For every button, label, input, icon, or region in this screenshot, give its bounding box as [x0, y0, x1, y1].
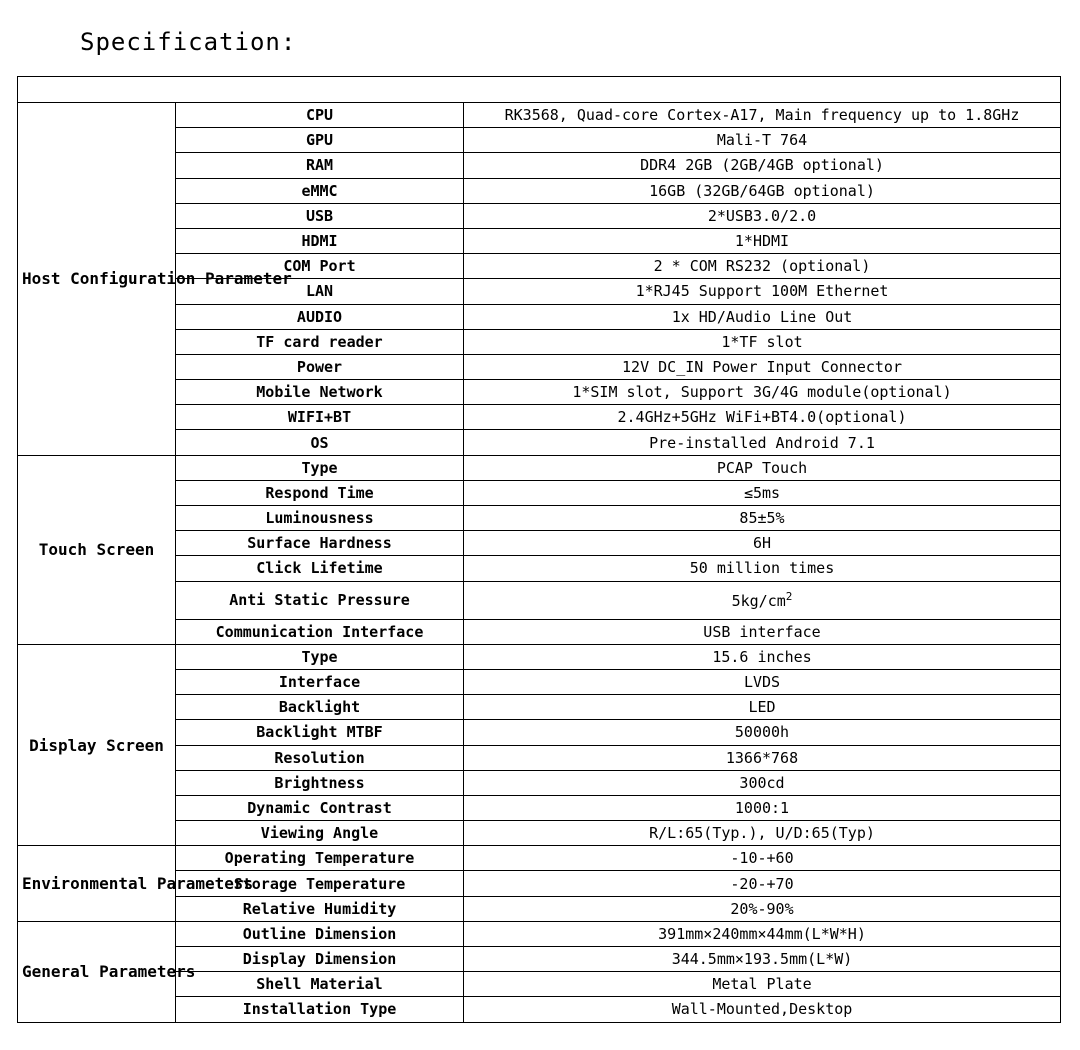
param-label: GPU — [176, 128, 464, 153]
param-value: RK3568, Quad-core Cortex-A17, Main frequency up to 1.8GHz — [464, 103, 1061, 128]
param-label: Brightness — [176, 770, 464, 795]
param-value: Metal Plate — [464, 972, 1061, 997]
param-value: LED — [464, 695, 1061, 720]
param-value: Pre-installed Android 7.1 — [464, 430, 1061, 455]
param-label: CPU — [176, 103, 464, 128]
param-value-text: 5kg/cm — [731, 592, 786, 611]
param-value: 1*TF slot — [464, 329, 1061, 354]
param-label: Interface — [176, 669, 464, 694]
param-label: Viewing Angle — [176, 821, 464, 846]
section-host-configuration-parameter: Host Configuration Parameter — [18, 103, 176, 456]
param-label: OS — [176, 430, 464, 455]
param-label: USB — [176, 203, 464, 228]
param-value: 1000:1 — [464, 795, 1061, 820]
param-value: 344.5mm×193.5mm(L*W) — [464, 947, 1061, 972]
param-label: Communication Interface — [176, 619, 464, 644]
param-value: -10-+60 — [464, 846, 1061, 871]
param-value: 300cd — [464, 770, 1061, 795]
param-label: Anti Static Pressure — [176, 581, 464, 619]
param-value: LVDS — [464, 669, 1061, 694]
section-touch-screen: Touch Screen — [18, 455, 176, 644]
param-label: Storage Temperature — [176, 871, 464, 896]
param-value: Wall-Mounted,Desktop — [464, 997, 1061, 1022]
param-value: USB interface — [464, 619, 1061, 644]
param-value: 50 million times — [464, 556, 1061, 581]
param-label: Surface Hardness — [176, 531, 464, 556]
param-value: 50000h — [464, 720, 1061, 745]
table-header-cell — [18, 77, 1061, 103]
param-label: Mobile Network — [176, 380, 464, 405]
param-value-exponent: 2 — [785, 590, 793, 604]
param-label: Relative Humidity — [176, 896, 464, 921]
param-label: Respond Time — [176, 480, 464, 505]
param-value: 6H — [464, 531, 1061, 556]
param-value: 20%-90% — [464, 896, 1061, 921]
param-label: WIFI+BT — [176, 405, 464, 430]
param-label: Outline Dimension — [176, 921, 464, 946]
param-value: 2*USB3.0/2.0 — [464, 203, 1061, 228]
param-label: AUDIO — [176, 304, 464, 329]
param-label: Display Dimension — [176, 947, 464, 972]
param-label: Resolution — [176, 745, 464, 770]
param-value: DDR4 2GB (2GB/4GB optional) — [464, 153, 1061, 178]
param-label: COM Port — [176, 254, 464, 279]
section-general-parameters: General Parameters — [18, 921, 176, 1022]
param-label: Luminousness — [176, 506, 464, 531]
param-value: 12V DC_IN Power Input Connector — [464, 354, 1061, 379]
param-value: 1*HDMI — [464, 228, 1061, 253]
param-value: 15.6 inches — [464, 644, 1061, 669]
table-row — [18, 455, 1061, 480]
param-value: ≤5ms — [464, 480, 1061, 505]
param-value: Mali-T 764 — [464, 128, 1061, 153]
table-row — [18, 846, 1061, 871]
param-value: 1x HD/Audio Line Out — [464, 304, 1061, 329]
param-label: Backlight MTBF — [176, 720, 464, 745]
param-label: RAM — [176, 153, 464, 178]
page-title: Specification: — [80, 28, 297, 56]
section-environmental-parameters: Environmental Parameters — [18, 846, 176, 922]
param-label: LAN — [176, 279, 464, 304]
param-label: Power — [176, 354, 464, 379]
param-value: 16GB (32GB/64GB optional) — [464, 178, 1061, 203]
param-label: TF card reader — [176, 329, 464, 354]
param-value: 85±5% — [464, 506, 1061, 531]
table-row — [18, 103, 1061, 128]
table-row — [18, 921, 1061, 946]
param-label: Installation Type — [176, 997, 464, 1022]
param-value: PCAP Touch — [464, 455, 1061, 480]
param-value: 1*RJ45 Support 100M Ethernet — [464, 279, 1061, 304]
param-value: 2 * COM RS232 (optional) — [464, 254, 1061, 279]
param-label: eMMC — [176, 178, 464, 203]
param-value: 391mm×240mm×44mm(L*W*H) — [464, 921, 1061, 946]
param-label: Dynamic Contrast — [176, 795, 464, 820]
spec-table — [17, 76, 1061, 1023]
param-value: 2.4GHz+5GHz WiFi+BT4.0(optional) — [464, 405, 1061, 430]
param-value: R/L:65(Typ.), U/D:65(Typ) — [464, 821, 1061, 846]
param-label: Operating Temperature — [176, 846, 464, 871]
param-label: Shell Material — [176, 972, 464, 997]
table-header-row — [18, 77, 1061, 103]
section-display-screen: Display Screen — [18, 644, 176, 846]
param-value: 1*SIM slot, Support 3G/4G module(optional) — [464, 380, 1061, 405]
param-label: Backlight — [176, 695, 464, 720]
param-label: Type — [176, 644, 464, 669]
param-value: -20-+70 — [464, 871, 1061, 896]
param-label: HDMI — [176, 228, 464, 253]
param-value: 1366*768 — [464, 745, 1061, 770]
param-label: Type — [176, 455, 464, 480]
param-value — [464, 581, 1061, 619]
table-row — [18, 644, 1061, 669]
param-label: Click Lifetime — [176, 556, 464, 581]
